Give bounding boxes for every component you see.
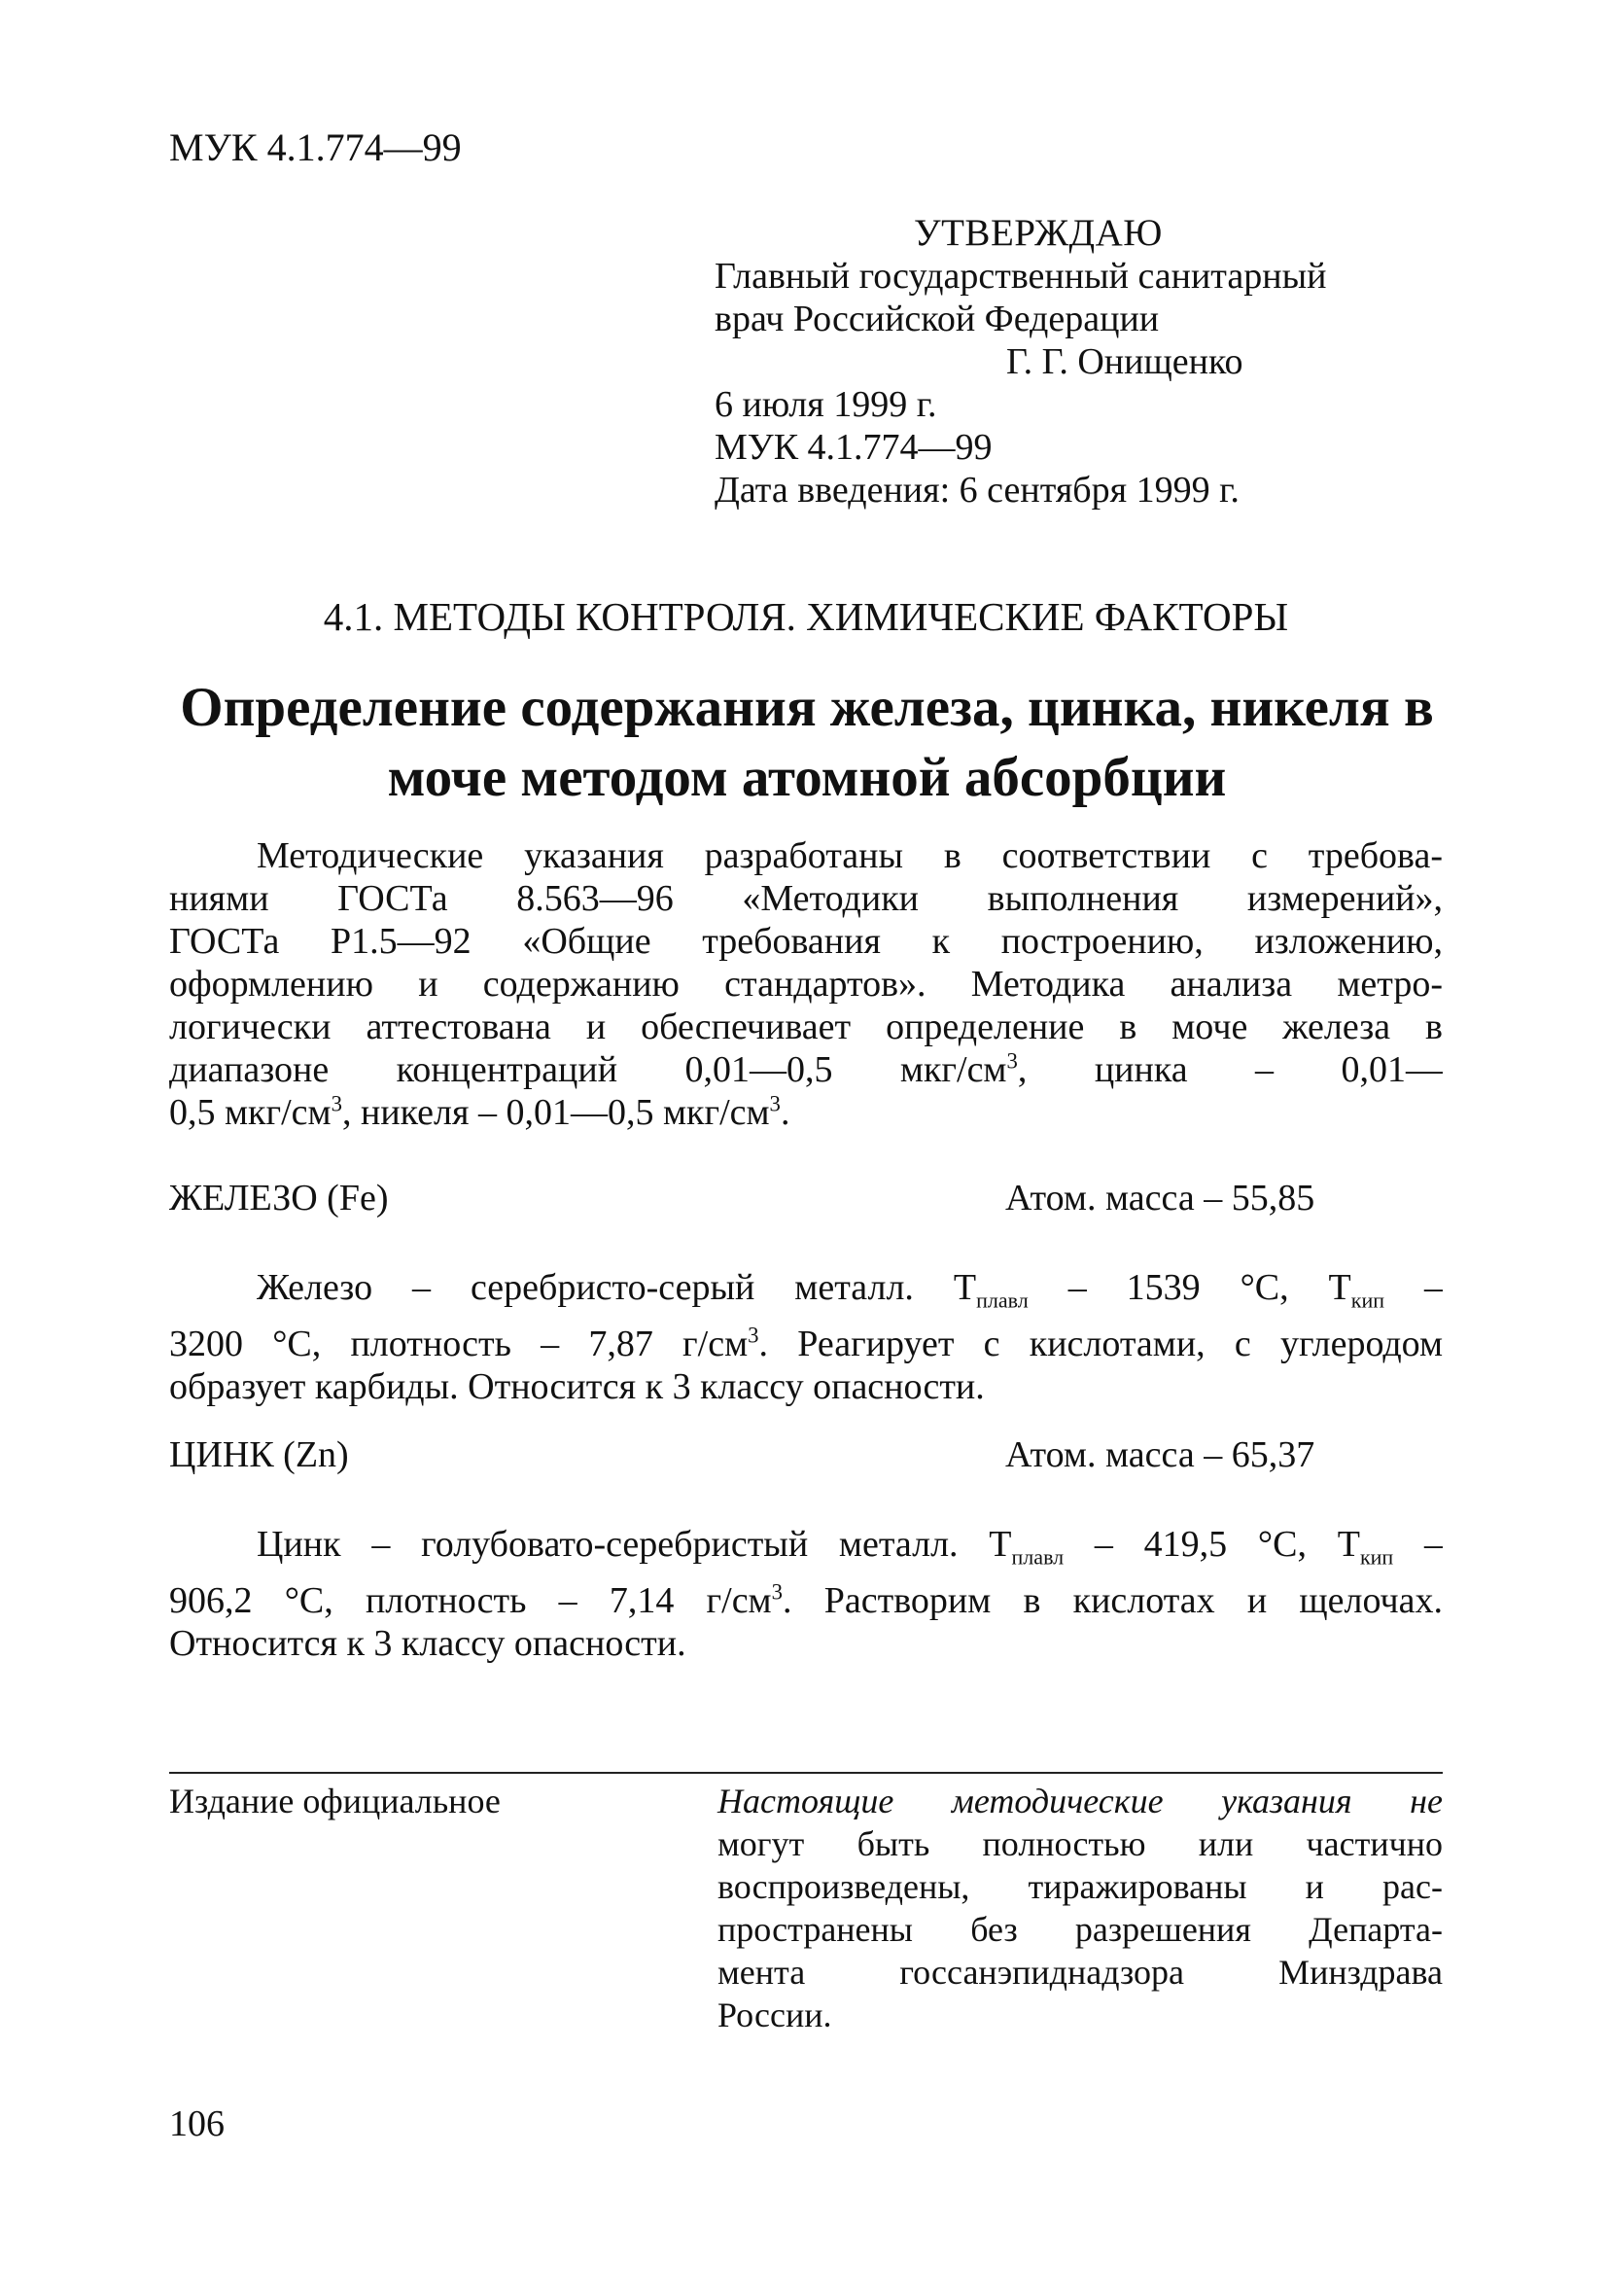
iron-description xyxy=(169,1266,1443,1408)
approval-block xyxy=(715,212,1453,512)
superscript: 3 xyxy=(331,1091,342,1116)
text-line: логически аттестована и обеспечивает определение в моче железа в xyxy=(169,1007,1443,1047)
text-line xyxy=(169,1323,1443,1365)
introduction-date: Дата введения: 6 сентября 1999 г. xyxy=(715,470,1240,511)
text-fragment: 0,5 мкг/см xyxy=(169,1092,332,1133)
subscript: плавл xyxy=(1011,1544,1065,1570)
text-fragment: . Реагирует с кислотами, с углеродом xyxy=(758,1323,1443,1364)
document-title-line-2: моче методом атомной абсорбции xyxy=(387,747,1227,808)
iron-element-name: ЖЕЛЕЗО (Fe) xyxy=(169,1178,389,1219)
text-fragment: – xyxy=(1393,1524,1443,1565)
superscript: 3 xyxy=(1006,1048,1018,1074)
subscript: плавл xyxy=(976,1288,1029,1313)
text-fragment: Цинк – голубовато-серебристый металл. T xyxy=(257,1524,1012,1565)
text-fragment: Железо – серебристо-серый металл. T xyxy=(257,1267,977,1308)
text-line: ГОСТа Р1.5—92 «Общие требования к построению, изложению, xyxy=(169,921,1443,962)
text-fragment: , никеля – 0,01—0,5 мкг/см xyxy=(341,1092,770,1133)
superscript: 3 xyxy=(771,1578,784,1604)
text-fragment: . xyxy=(780,1092,790,1133)
text-fragment: – xyxy=(1384,1267,1443,1308)
zinc-element-name: ЦИНК (Zn) xyxy=(169,1434,349,1475)
text-line: воспроизведены, тиражированы и рас- xyxy=(717,1867,1443,1906)
text-line xyxy=(169,1091,1443,1134)
copyright-notice xyxy=(717,1780,1443,2036)
document-title-line-1: Определение содержания железа, цинка, никеля в xyxy=(180,677,1434,738)
text-fragment: – 419,5 °С, T xyxy=(1064,1524,1360,1565)
text-fragment: диапазоне концентраций 0,01—0,5 мкг/см xyxy=(169,1049,1007,1090)
text-fragment: 906,2 °С, плотность – 7,14 г/см xyxy=(169,1579,772,1621)
approval-doc-code: МУК 4.1.774—99 xyxy=(715,427,993,468)
official-edition-label: Издание официальное xyxy=(169,1782,501,1820)
text-line: Методические указания разработаны в соответствии с требова- xyxy=(257,835,1443,876)
text-line: могут быть полностью или частично xyxy=(717,1824,1443,1863)
text-line xyxy=(169,1579,1443,1622)
section-title: 4.1. МЕТОДЫ КОНТРОЛЯ. ХИМИЧЕСКИЕ ФАКТОРЫ xyxy=(323,594,1289,639)
approval-heading: УТВЕРЖДАЮ xyxy=(914,212,1163,254)
approver-position-line-1: Главный государственный санитарный xyxy=(715,256,1327,297)
footer-divider xyxy=(169,1772,1443,1774)
text-fragment: не xyxy=(1410,1782,1444,1820)
document-code: МУК 4.1.774—99 xyxy=(169,125,462,169)
superscript: 3 xyxy=(769,1091,781,1116)
text-line xyxy=(169,1523,1443,1579)
approval-date: 6 июля 1999 г. xyxy=(715,384,937,425)
text-line: пространены без разрешения Департа- xyxy=(717,1910,1443,1949)
text-line: образует карбиды. Относится к 3 классу опасности. xyxy=(169,1365,985,1407)
intro-paragraph xyxy=(169,834,1443,1134)
text-fragment: 3200 °С, плотность – 7,87 г/см xyxy=(169,1323,749,1364)
text-line: мента госсанэпиднадзора Минздрава xyxy=(717,1953,1443,1992)
text-line: Относится к 3 классу опасности. xyxy=(169,1622,686,1664)
text-fragment: , цинка – 0,01— xyxy=(1017,1049,1443,1090)
superscript: 3 xyxy=(748,1322,759,1347)
text-line: России. xyxy=(717,1996,832,2034)
iron-heading-row xyxy=(169,1177,1365,1219)
text-line xyxy=(717,1780,1443,1822)
approver-position-line-2: врач Российской Федерации xyxy=(715,299,1160,339)
text-fragment: . Растворим в кислотах и щелочах. xyxy=(783,1579,1443,1621)
subscript: кип xyxy=(1359,1544,1394,1570)
text-line xyxy=(169,1048,1443,1091)
iron-atomic-mass: Атом. масса – 55,85 xyxy=(1005,1178,1315,1219)
subscript: кип xyxy=(1350,1288,1385,1313)
zinc-description xyxy=(169,1523,1443,1665)
zinc-atomic-mass: Атом. масса – 65,37 xyxy=(1005,1434,1315,1475)
page-number: 106 xyxy=(169,2103,225,2144)
text-fragment: – 1539 °С, T xyxy=(1028,1267,1351,1308)
approver-name: Г. Г. Онищенко xyxy=(1006,341,1243,382)
text-line xyxy=(169,1266,1443,1323)
document-title xyxy=(156,673,1458,813)
text-line: оформлению и содержанию стандартов». Методика анализа метро- xyxy=(169,964,1443,1005)
zinc-heading-row xyxy=(169,1433,1365,1476)
text-line: ниями ГОСТа 8.563—96 «Методики выполнения измерений», xyxy=(169,878,1443,919)
text-fragment: Настоящие методические указания xyxy=(717,1782,1352,1820)
